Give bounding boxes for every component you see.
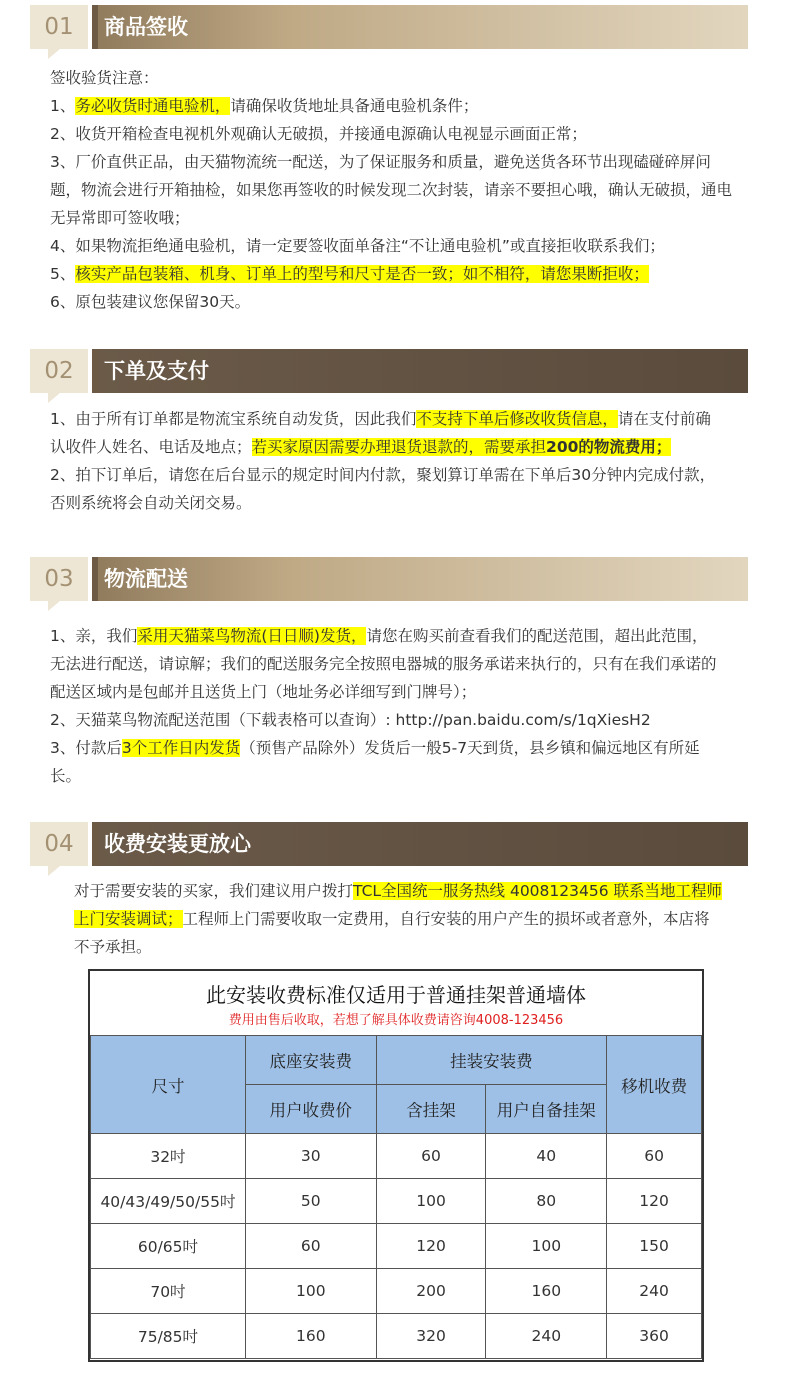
order-item-2: 2、拍下订单后，请您在后台显示的规定时间内付款，聚划算订单需在下单后30分钟内完成付款，否则系统将会自动关闭交易。	[50, 466, 716, 512]
header-base-install: 底座安装费	[245, 1036, 376, 1085]
header-own-bracket: 用户自备挂架	[486, 1085, 607, 1134]
section-title-bar	[92, 822, 748, 866]
section-title: 收费安装更放心	[104, 832, 251, 856]
table-cell: 360	[607, 1314, 702, 1359]
section-title: 下单及支付	[104, 359, 209, 383]
section-number: 02	[30, 349, 88, 393]
table-cell: 60	[607, 1134, 702, 1179]
installation-text: 对于需要安装的买家，我们建议用户拨打TCL全国统一服务热线 4008123456 联系当地工程师上门安装调试；工程师上门需要收取一定费用，自行安装的用户产生的损坏或者意外，本店将不予承担。	[74, 882, 723, 956]
receipt-item-3: 3、厂价直供正品，由天猫物流统一配送，为了保证服务和质量，避免送货各环节出现磕碰碎屏问题，物流会进行开箱抽检，如果您再签收的时候发现二次封装，请亲不要担心哦，确认无破损，通电无异常即可签收哦；	[50, 153, 733, 227]
table-cell: 320	[376, 1314, 486, 1359]
table-cell: 30	[245, 1134, 376, 1179]
section-number: 04	[30, 822, 88, 866]
section-header-4	[30, 822, 748, 866]
fee-table-grid	[90, 1035, 702, 1359]
fee-table-title: 此安装收费标准仅适用于普通挂架普通墙体	[206, 983, 586, 1007]
table-row	[91, 1134, 702, 1179]
section-title-bar	[92, 557, 748, 601]
table-row	[91, 1224, 702, 1269]
table-cell: 50	[245, 1179, 376, 1224]
table-cell: 150	[607, 1224, 702, 1269]
section-title-bar	[92, 5, 748, 49]
table-row	[91, 1269, 702, 1314]
delivery-item-1: 1、亲，我们采用天猫菜鸟物流(日日顺)发货，请您在购买前查看我们的配送范围，超出此范围，无法进行配送，请谅解；我们的配送服务完全按照电器城的服务承诺来执行的，只有在我们承诺的配送区域内是包邮并且送货上门（地址务必详细写到门牌号）；	[50, 627, 717, 701]
table-row	[91, 1179, 702, 1224]
table-cell: 240	[607, 1269, 702, 1314]
receipt-intro: 签收验货注意：	[50, 69, 159, 87]
table-cell: 100	[376, 1179, 486, 1224]
receipt-item-1: 1、务必收货时通电验机，请确保收货地址具备通电验机条件；	[50, 97, 479, 115]
delivery-notes	[50, 622, 720, 790]
receipt-item-2: 2、收货开箱检查电视机外观确认无破损，并接通电源确认电视显示画面正常；	[50, 125, 587, 143]
delivery-item-2: 2、天猫菜鸟物流配送范围（下载表格可以查询）: http://pan.baidu.com/s/1qXiesH2	[50, 711, 651, 729]
delivery-item-3: 3、付款后3个工作日内发货（预售产品除外）发货后一般5-7天到货，县乡镇和偏远地区有所延长。	[50, 739, 700, 785]
receipt-item-5: 5、核实产品包装箱、机身、订单上的型号和尺寸是否一致；如不相符，请您果断拒收；	[50, 265, 649, 283]
section-header-2	[30, 349, 748, 393]
table-cell: 60	[376, 1134, 486, 1179]
table-cell: 40/43/49/50/55吋	[91, 1179, 246, 1224]
table-cell: 120	[376, 1224, 486, 1269]
table-row	[91, 1314, 702, 1359]
section-header-3	[30, 557, 748, 601]
table-cell: 40	[486, 1134, 607, 1179]
fee-table-subtitle: 费用由售后收取，若想了解具体收费请咨询4008-123456	[228, 1013, 564, 1028]
header-size: 尺寸	[91, 1036, 246, 1134]
section-number: 01	[30, 5, 88, 49]
table-cell: 240	[486, 1314, 607, 1359]
header-with-bracket: 含挂架	[376, 1085, 486, 1134]
header-user-price: 用户收费价	[245, 1085, 376, 1134]
order-payment-notes	[50, 405, 720, 517]
table-cell: 120	[607, 1179, 702, 1224]
table-cell: 32吋	[91, 1134, 246, 1179]
header-move-fee: 移机收费	[607, 1036, 702, 1134]
table-cell: 200	[376, 1269, 486, 1314]
section-title-bar	[92, 349, 748, 393]
receipt-item-6: 6、原包装建议您保留30天。	[50, 293, 251, 311]
table-cell: 80	[486, 1179, 607, 1224]
section-header-1	[30, 5, 748, 49]
section-title: 商品签收	[104, 15, 188, 39]
table-cell: 100	[486, 1224, 607, 1269]
table-cell: 70吋	[91, 1269, 246, 1314]
table-cell: 100	[245, 1269, 376, 1314]
table-cell: 60/65吋	[91, 1224, 246, 1269]
table-cell: 160	[245, 1314, 376, 1359]
table-cell: 75/85吋	[91, 1314, 246, 1359]
order-item-1: 1、由于所有订单都是物流宝系统自动发货，因此我们不支持下单后修改收货信息，请在支付前确认收件人姓名、电话及地点；若买家原因需要办理退货退款的，需要承担200的物流费用；	[50, 410, 711, 456]
table-cell: 160	[486, 1269, 607, 1314]
header-hang-install: 挂装安装费	[376, 1036, 607, 1085]
installation-fee-table	[88, 969, 704, 1362]
installation-notes	[74, 877, 724, 961]
table-cell: 60	[245, 1224, 376, 1269]
receipt-item-4: 4、如果物流拒绝通电验机，请一定要签收面单备注“不让通电验机”或直接拒收联系我们；	[50, 237, 665, 255]
section-number: 03	[30, 557, 88, 601]
section-title: 物流配送	[104, 567, 188, 591]
receipt-notes	[50, 64, 740, 316]
